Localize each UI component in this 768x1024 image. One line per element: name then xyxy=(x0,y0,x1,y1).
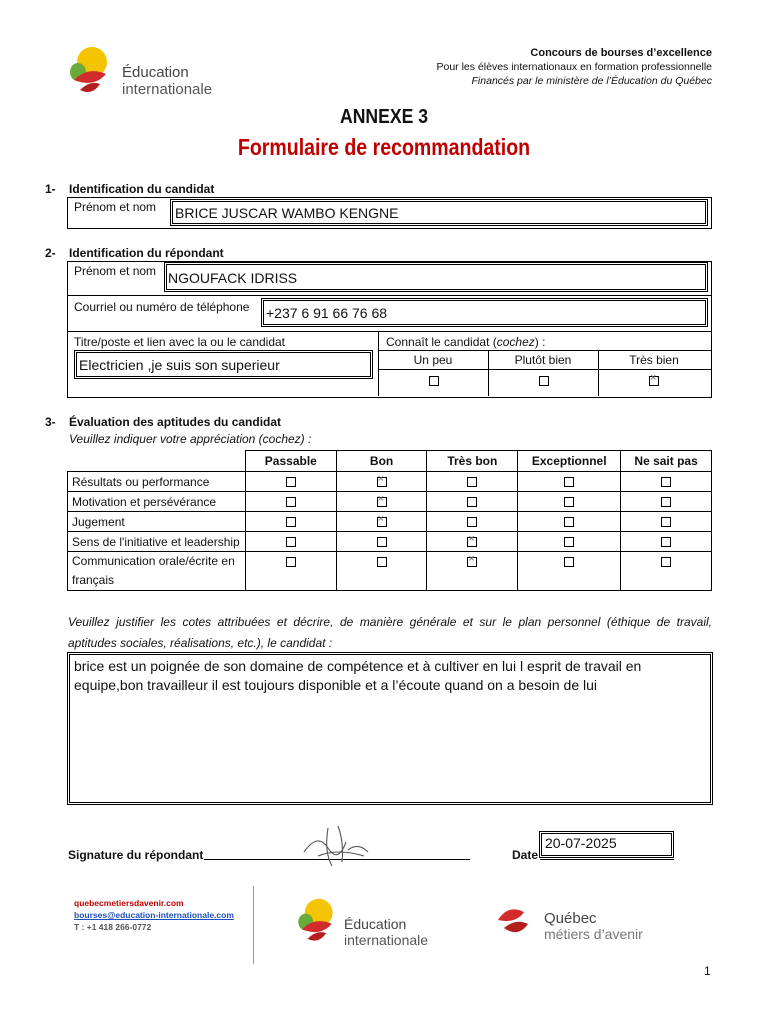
divider xyxy=(378,350,711,351)
candidate-name-value: BRICE JUSCAR WAMBO KENGNE xyxy=(175,205,399,221)
logo-line1: Éducation xyxy=(122,64,189,81)
table-row xyxy=(68,512,712,532)
s2-name-label: Prénom et nom xyxy=(74,264,157,278)
evaluation-checkbox[interactable] xyxy=(377,477,387,487)
knows-option-label: Plutôt bien xyxy=(514,353,572,367)
date-line xyxy=(540,859,674,860)
evaluation-checkbox[interactable] xyxy=(661,477,671,487)
evaluation-checkbox[interactable] xyxy=(377,517,387,527)
title-label: Titre/poste et lien avec la ou le candidat xyxy=(74,335,286,349)
section2-heading: 2- Identification du répondant xyxy=(45,246,224,260)
contact-label: Courriel ou numéro de téléphone xyxy=(74,300,250,314)
footer-divider xyxy=(253,886,254,964)
divider xyxy=(378,369,711,370)
footer-logo-line1: Éducation xyxy=(344,916,407,932)
evaluation-checkbox[interactable] xyxy=(467,497,477,507)
page-number: 1 xyxy=(704,964,711,978)
evaluation-checkbox[interactable] xyxy=(661,537,671,547)
col-passable: Passable xyxy=(245,451,336,472)
header-line2: Pour les élèves internationaux en formation professionnelle xyxy=(436,61,712,73)
evaluation-checkbox[interactable] xyxy=(377,497,387,507)
evaluation-checkbox[interactable] xyxy=(467,557,477,567)
knows-label: Connaît le candidat (cochez) : xyxy=(386,335,546,349)
divider xyxy=(67,295,711,296)
footer-contacts xyxy=(74,897,234,933)
row-label: Motivation et persévérance xyxy=(68,492,246,512)
evaluation-checkbox[interactable] xyxy=(661,517,671,527)
evaluation-checkbox[interactable] xyxy=(286,477,296,487)
knows-option-label: Très bien xyxy=(629,353,679,367)
evaluation-checkbox[interactable] xyxy=(564,517,574,527)
footer-phone: T : +1 418 266-0772 xyxy=(74,922,152,932)
row-label: Résultats ou performance xyxy=(68,472,246,492)
date-label: Date xyxy=(512,848,539,862)
row-label: Jugement xyxy=(68,512,246,532)
evaluation-table xyxy=(67,450,712,591)
quebec-line2: métiers d’avenir xyxy=(544,926,643,942)
logo-mark-icon xyxy=(66,44,110,100)
evaluation-checkbox[interactable] xyxy=(467,477,477,487)
table-row xyxy=(68,552,712,591)
col-tres-bon: Très bon xyxy=(427,451,518,472)
justify-prompt: Veuillez justifier les cotes attribuées et décrire, de manière générale et sur le plan personnel (éthique de travail, aptitudes sociales, réalisations, etc.), le candidat : xyxy=(68,615,712,650)
evaluation-checkbox[interactable] xyxy=(286,497,296,507)
section3-heading: 3- Évaluation des aptitudes du candidat xyxy=(45,415,282,429)
respondent-name-value: NGOUFACK IDRISS xyxy=(168,270,298,286)
signature-label: Signature du répondant xyxy=(68,848,204,862)
col-exceptionnel: Exceptionnel xyxy=(518,451,621,472)
form-title: Formulaire de recommandation xyxy=(237,134,531,160)
signature-scribble-icon xyxy=(298,822,378,868)
footer-education-logo xyxy=(294,896,444,948)
evaluation-checkbox[interactable] xyxy=(286,537,296,547)
footer-site-link[interactable]: quebecmetiersdavenir.com xyxy=(74,898,184,908)
evaluation-checkbox[interactable] xyxy=(467,517,477,527)
evaluation-checkbox[interactable] xyxy=(377,537,387,547)
evaluation-checkbox[interactable] xyxy=(467,537,477,547)
evaluation-checkbox[interactable] xyxy=(564,497,574,507)
quebec-metiers-logo xyxy=(494,902,654,946)
evaluation-checkbox[interactable] xyxy=(564,537,574,547)
quebec-line1: Québec xyxy=(544,910,597,927)
annexe-title: ANNEXE 3 xyxy=(339,106,429,128)
divider xyxy=(67,331,711,332)
col-bon: Bon xyxy=(336,451,427,472)
logo-mark-icon xyxy=(294,896,336,948)
header-block xyxy=(437,46,713,88)
evaluation-checkbox[interactable] xyxy=(661,557,671,567)
justification-text: brice est un poignée de son domaine de compétence et à cultiver en lui l esprit de travail en equipe,bon travailleur il est toujours disponible et a l’écoute quand on a besoin de lui xyxy=(74,658,642,693)
evaluation-checkbox[interactable] xyxy=(377,557,387,567)
footer-email-link[interactable]: bourses@education-internationale.com xyxy=(74,910,234,920)
evaluation-checkbox[interactable] xyxy=(564,557,574,567)
date-value: 20-07-2025 xyxy=(545,835,617,851)
footer-logo-line2: internationale xyxy=(344,932,429,948)
knows-option-label: Un peu xyxy=(413,353,453,367)
section1-heading: 1- Identification du candidat xyxy=(45,182,215,196)
contact-value: +237 6 91 66 76 68 xyxy=(266,305,388,321)
title-value: Electricien ,je suis son superieur xyxy=(79,357,280,373)
col-ne-sait-pas: Ne sait pas xyxy=(621,451,712,472)
evaluation-checkbox[interactable] xyxy=(286,557,296,567)
evaluation-checkbox[interactable] xyxy=(286,517,296,527)
header-line1: Concours de bourses d’excellence xyxy=(530,47,712,59)
knows-checkbox-plutot-bien[interactable] xyxy=(539,376,549,386)
s1-name-label: Prénom et nom xyxy=(74,200,157,214)
knows-checkbox-tres-bien[interactable] xyxy=(649,376,659,386)
header-line3: Financés par le ministère de l’Éducation du Québec xyxy=(471,75,712,87)
quebec-mark-icon xyxy=(494,902,534,942)
logo-line2: internationale xyxy=(122,81,213,98)
knows-checkbox-un-peu[interactable] xyxy=(429,376,439,386)
evaluation-checkbox[interactable] xyxy=(661,497,671,507)
row-label: Sens de l'initiative et leadership xyxy=(68,532,246,552)
table-row xyxy=(68,492,712,512)
table-row xyxy=(68,532,712,552)
education-internationale-logo xyxy=(66,44,226,100)
evaluation-checkbox[interactable] xyxy=(564,477,574,487)
row-label: Communication orale/écrite en français xyxy=(68,552,246,591)
section3-subtitle: Veuillez indiquer votre appréciation (cochez) : xyxy=(69,432,312,446)
table-row xyxy=(68,472,712,492)
